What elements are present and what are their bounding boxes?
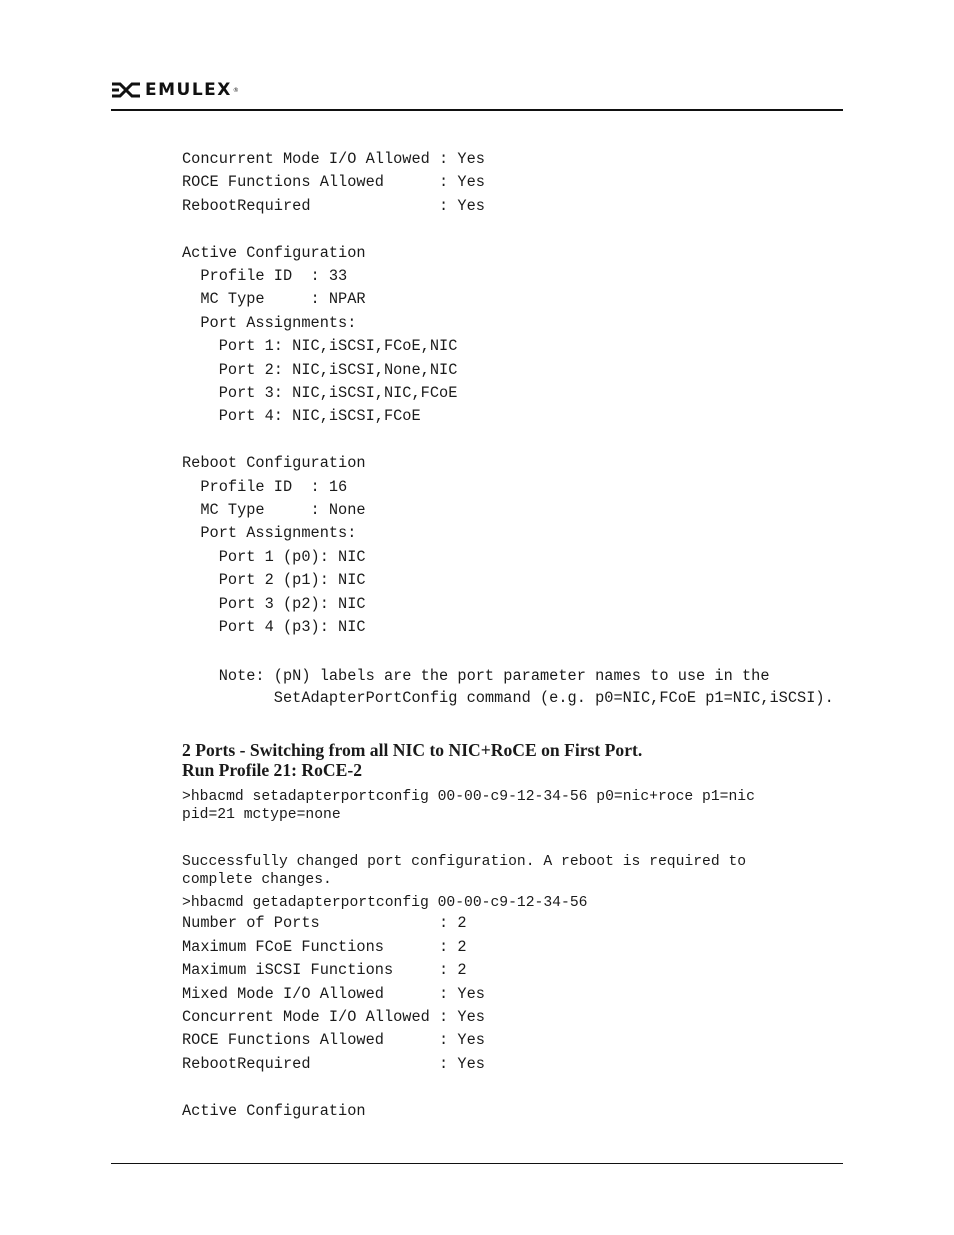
getadapterportconfig-command [182, 894, 882, 913]
note-block [182, 667, 882, 708]
code-line: Port Assignments: [182, 313, 357, 332]
brand-name: EMULEX [145, 80, 232, 100]
code-line: RebootRequired : Yes [182, 196, 485, 215]
code-line: Port 3: NIC,iSCSI,NIC,FCoE [182, 384, 458, 403]
page-header [111, 78, 843, 111]
code-line: Concurrent Mode I/O Allowed : Yes [182, 150, 485, 168]
command-result [182, 853, 882, 890]
blank-line [182, 825, 882, 853]
code-line: Port Assignments: [182, 524, 357, 543]
reboot-configuration-block [182, 452, 882, 639]
adapter-capabilities-block [182, 912, 882, 1076]
note-line: SetAdapterPortConfig command (e.g. p0=NIC,FCoE p1=NIC,iSCSI). [182, 689, 834, 708]
command-line: >hbacmd getadapterportconfig 00-00-c9-12-34-56 [182, 894, 588, 911]
emulex-logo-icon [111, 82, 141, 98]
adapter-flags-block [182, 148, 882, 218]
result-line: Successfully changed port configuration. A reboot is required to [182, 853, 747, 870]
code-line: Port 2: NIC,iSCSI,None,NIC [182, 360, 458, 379]
trademark-symbol: ® [232, 86, 239, 94]
code-line: Active Configuration [182, 243, 366, 262]
code-line: Port 2 (p1): NIC [182, 571, 366, 590]
footer-divider [111, 1163, 843, 1164]
note-line: Note: (pN) labels are the port parameter names to use in the [182, 666, 770, 685]
section-heading-line: Run Profile 21: RoCE-2 [182, 759, 363, 780]
code-line: MC Type : None [182, 501, 366, 520]
blank-line [182, 1076, 882, 1099]
code-line: Reboot Configuration [182, 454, 366, 473]
command-line: pid=21 mctype=none [182, 807, 341, 824]
code-line: Maximum FCoE Functions : 2 [182, 937, 467, 956]
code-line: Port 3 (p2): NIC [182, 594, 366, 613]
active-configuration-block [182, 242, 882, 429]
page-content [182, 148, 882, 1123]
code-line: MC Type : NPAR [182, 290, 366, 309]
code-line: Number of Ports : 2 [182, 914, 467, 933]
code-line: Port 1 (p0): NIC [182, 547, 366, 566]
code-line: ROCE Functions Allowed : Yes [182, 1031, 485, 1050]
code-line: ROCE Functions Allowed : Yes [182, 173, 485, 192]
setadapterportconfig-command [182, 788, 882, 825]
code-line: Port 1: NIC,iSCSI,FCoE,NIC [182, 337, 458, 356]
code-line: Mixed Mode I/O Allowed : Yes [182, 984, 485, 1003]
code-line: Maximum iSCSI Functions : 2 [182, 961, 467, 980]
blank-line [182, 640, 882, 663]
code-line: Port 4: NIC,iSCSI,FCoE [182, 407, 421, 426]
active-configuration-title: Active Configuration [182, 1101, 366, 1120]
code-line: RebootRequired : Yes [182, 1054, 485, 1073]
result-line: complete changes. [182, 872, 332, 889]
section-heading-line: 2 Ports - Switching from all NIC to NIC+RoCE on First Port. [182, 739, 643, 760]
code-line: Port 4 (p3): NIC [182, 618, 366, 637]
code-line: Concurrent Mode I/O Allowed : Yes [182, 1008, 485, 1027]
blank-line [182, 218, 882, 241]
emulex-logo [111, 81, 239, 99]
command-line: >hbacmd setadapterportconfig 00-00-c9-12-34-56 p0=nic+roce p1=nic [182, 788, 755, 805]
section-heading [182, 740, 882, 780]
blank-line [182, 429, 882, 452]
code-line: Profile ID : 16 [182, 477, 348, 496]
code-line: Profile ID : 33 [182, 267, 348, 286]
